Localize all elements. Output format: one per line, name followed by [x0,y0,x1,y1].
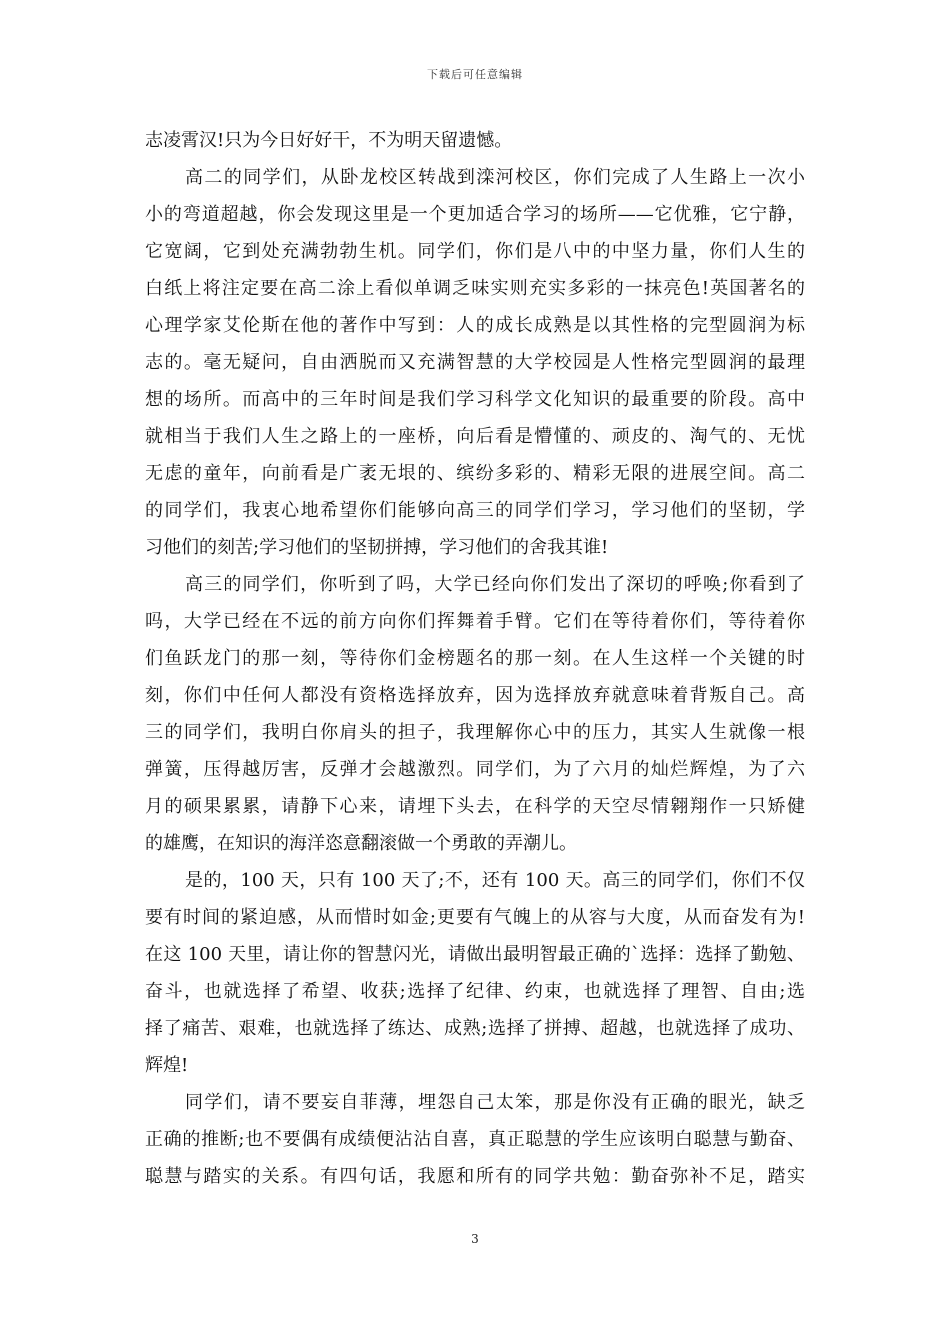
text-line: 在这 100 天里，请让你的智慧闪光，请做出最明智最正确的`选择：选择了勤勉、 [145,944,805,965]
paragraph-first-line: 高二的同学们，从卧龙校区转战到滦河校区，你们完成了人生路上一次小 [185,167,805,188]
text-line: 聪慧与踏实的关系。有四句话，我愿和所有的同学共勉：勤奋弥补不足，踏实 [145,1166,805,1187]
text-line: 它宽阔，它到处充满勃勃生机。同学们，你们是八中的中坚力量，你们人生的 [145,241,805,262]
text-line: 正确的推断;也不要偶有成绩便沾沾自喜，真正聪慧的学生应该明白聪慧与勤奋、 [145,1129,805,1150]
paragraph-first-line: 高三的同学们，你听到了吗，大学已经向你们发出了深切的呼唤;你看到了 [185,574,805,595]
text-line: 小的弯道超越，你会发现这里是一个更加适合学习的场所——它优雅，它宁静， [145,204,805,225]
text-line: 白纸上将注定要在高二涂上看似单调乏味实则充实多彩的一抹亮色!英国著名的 [145,278,805,299]
paragraph-last-line: 辉煌! [145,1055,189,1076]
text-line: 奋斗，也就选择了希望、收获;选择了纪律、约束，也就选择了理智、自由;选 [145,981,805,1002]
text-line: 弹簧，压得越厉害，反弹才会越激烈。同学们，为了六月的灿烂辉煌，为了六 [145,759,805,780]
text-line: 无虑的童年，向前看是广袤无垠的、缤纷多彩的、精彩无限的进展空间。高二 [145,463,805,484]
text-line: 们鱼跃龙门的那一刻，等待你们金榜题名的那一刻。在人生这样一个关键的时 [145,648,805,669]
paragraph-first-line: 同学们，请不要妄自菲薄，埋怨自己太笨，那是你没有正确的眼光，缺乏 [185,1092,805,1113]
page-header: 下载后可任意编辑 [427,68,523,81]
text-line: 就相当于我们人生之路上的一座桥，向后看是懵懂的、顽皮的、淘气的、无忧 [145,426,805,447]
text-line: 吗，大学已经在不远的前方向你们挥舞着手臂。它们在等待着你们，等待着你 [145,611,805,632]
text-line: 三的同学们，我明白你肩头的担子，我理解你心中的压力，其实人生就像一根 [145,722,805,743]
text-line: 择了痛苦、艰难，也就选择了练达、成熟;选择了拼搏、超越，也就选择了成功、 [145,1018,805,1039]
text-line: 志凌霄汉!只为今日好好干，不为明天留遗憾。 [145,130,513,151]
text-line: 的同学们，我衷心地希望你们能够向高三的同学们学习，学习他们的坚韧，学 [145,500,805,521]
text-line: 心理学家艾伦斯在他的著作中写到：人的成长成熟是以其性格的完型圆润为标 [145,315,805,336]
paragraph-first-line: 是的，100 天，只有 100 天了;不，还有 100 天。高三的同学们，你们不仅 [185,870,805,891]
paragraph-last-line: 的雄鹰，在知识的海洋恣意翻滚做一个勇敢的弄潮儿。 [145,833,577,854]
paragraph-last-line: 习他们的刻苦;学习他们的坚韧拼搏，学习他们的舍我其谁! [145,537,609,558]
document-body [145,122,805,1195]
text-line: 月的硕果累累，请静下心来，请埋下头去，在科学的天空尽情翱翔作一只矫健 [145,796,805,817]
text-line: 刻，你们中任何人都没有资格选择放弃，因为选择放弃就意味着背叛自己。高 [145,685,805,706]
page-number: 3 [471,1232,479,1246]
text-line: 要有时间的紧迫感，从而惜时如金;更要有气魄上的从容与大度，从而奋发有为! [145,907,805,928]
text-line: 想的场所。而高中的三年时间是我们学习科学文化知识的最重要的阶段。高中 [145,389,805,410]
text-line: 志的。毫无疑问，自由洒脱而又充满智慧的大学校园是人性格完型圆润的最理 [145,352,805,373]
